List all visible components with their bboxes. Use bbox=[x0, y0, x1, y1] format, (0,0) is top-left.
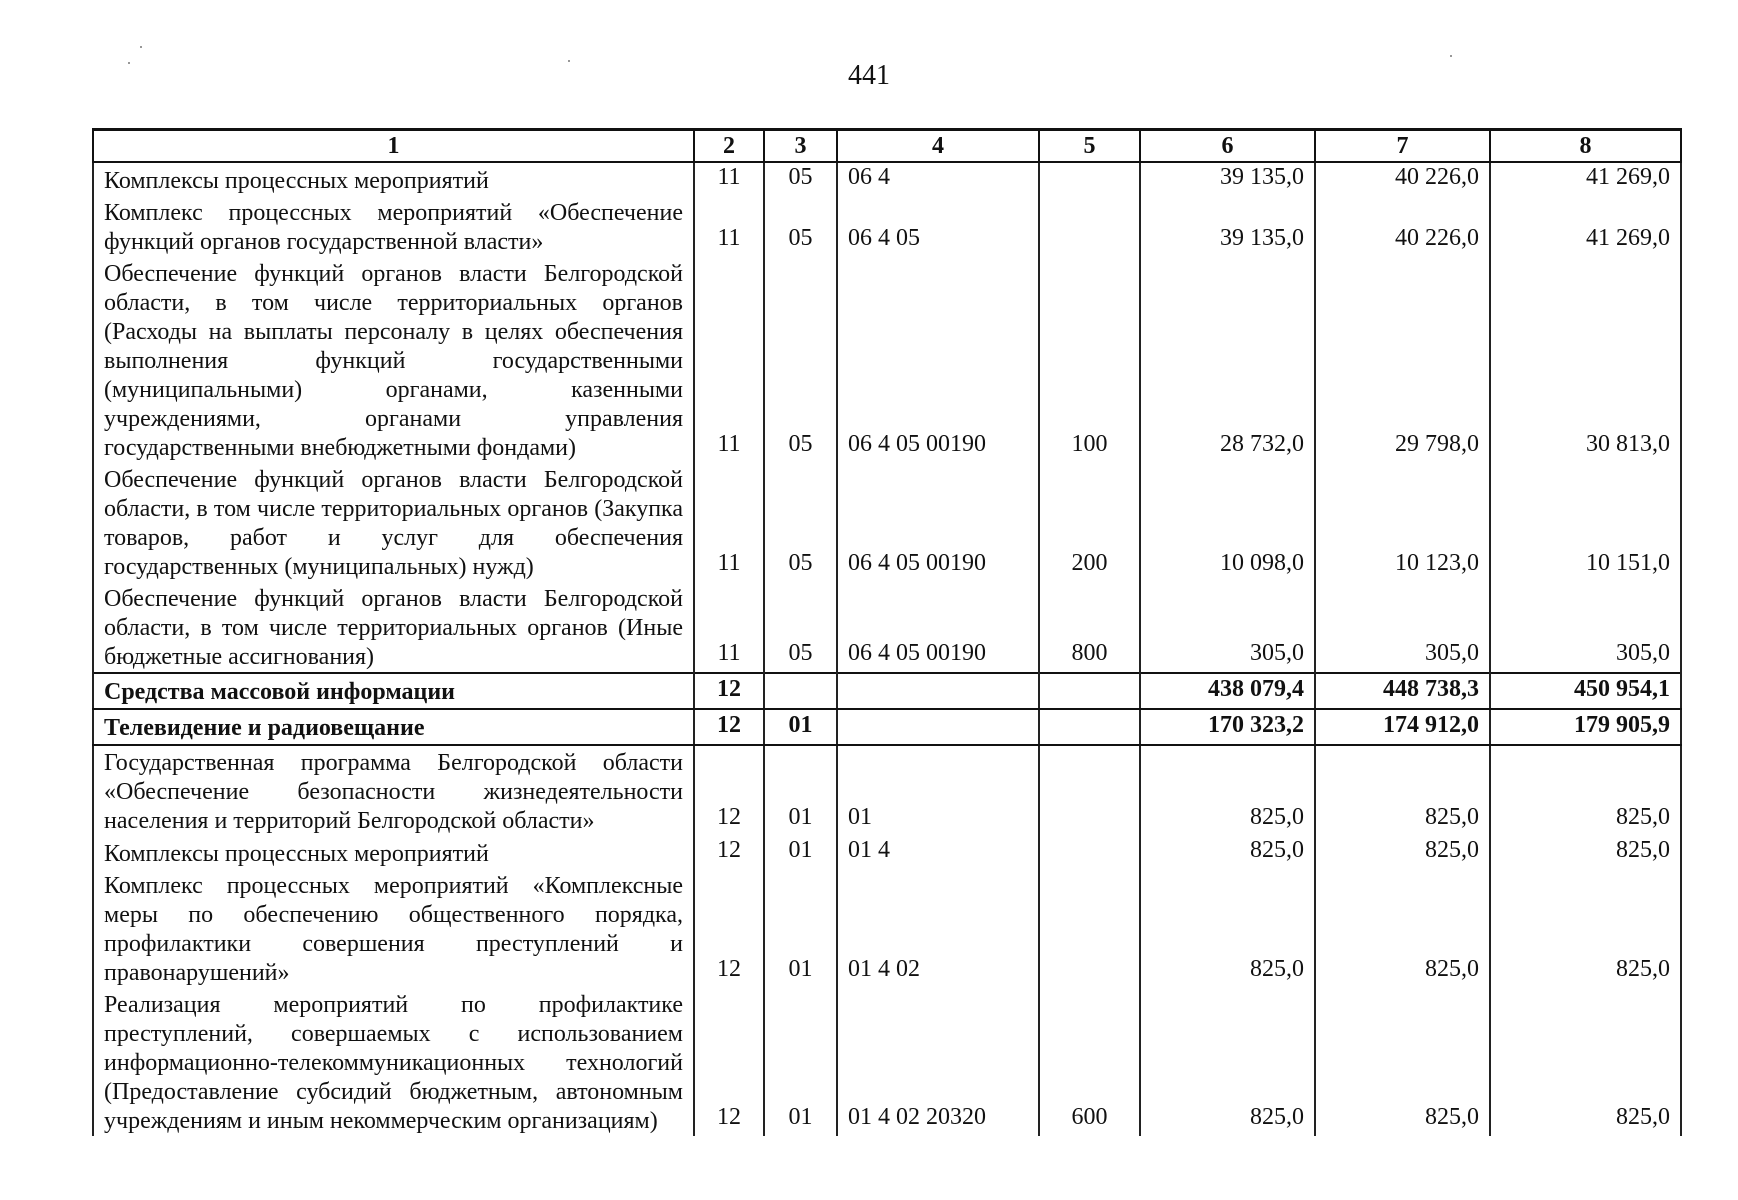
amount-col6: 305,0 bbox=[1140, 582, 1315, 673]
expense-type-code bbox=[1039, 196, 1140, 257]
item-name: Обеспечение функций органов власти Белгородской области, в том числе территориальных органов (Закупка товаров, работ и услуг для обеспечения государственных (муниципальных) нужд) bbox=[93, 463, 694, 582]
target-article-code: 01 4 02 bbox=[837, 869, 1039, 988]
item-name: Комплекс процессных мероприятий «Обеспечение функций органов государственной власти» bbox=[93, 196, 694, 257]
amount-col7: 448 738,3 bbox=[1315, 673, 1490, 709]
section-code: 12 bbox=[694, 869, 764, 988]
table-row-total bbox=[93, 709, 1681, 745]
amount-col6: 825,0 bbox=[1140, 836, 1315, 869]
expense-type-code bbox=[1039, 869, 1140, 988]
section-code: 12 bbox=[694, 988, 764, 1136]
table-header bbox=[93, 130, 1681, 163]
section-code: 12 bbox=[694, 836, 764, 869]
amount-col8: 825,0 bbox=[1490, 988, 1681, 1136]
target-article-code: 06 4 05 00190 bbox=[837, 463, 1039, 582]
subsection-code: 05 bbox=[764, 463, 837, 582]
subsection-code: 01 bbox=[764, 988, 837, 1136]
header-cell: 4 bbox=[837, 130, 1039, 163]
amount-col7: 29 798,0 bbox=[1315, 257, 1490, 463]
expense-type-code bbox=[1039, 836, 1140, 869]
target-article-code bbox=[837, 673, 1039, 709]
item-name: Комплексы процессных мероприятий bbox=[93, 836, 694, 869]
target-article-code: 06 4 05 bbox=[837, 196, 1039, 257]
amount-col6: 28 732,0 bbox=[1140, 257, 1315, 463]
page-number: 441 bbox=[848, 60, 890, 91]
amount-col8: 825,0 bbox=[1490, 836, 1681, 869]
expense-type-code: 600 bbox=[1039, 988, 1140, 1136]
subsection-code: 05 bbox=[764, 162, 837, 196]
amount-col7: 305,0 bbox=[1315, 582, 1490, 673]
target-article-code: 06 4 05 00190 bbox=[837, 257, 1039, 463]
subsection-code: 01 bbox=[764, 745, 837, 836]
amount-col8: 30 813,0 bbox=[1490, 257, 1681, 463]
expense-type-code bbox=[1039, 745, 1140, 836]
item-name: Реализация мероприятий по профилактике преступлений, совершаемых с использованием информационно-телекоммуникационных технологий (Предоставление субсидий бюджетным, автономным учреждениям и иным некоммерческим организациям) bbox=[93, 988, 694, 1136]
amount-col7: 825,0 bbox=[1315, 988, 1490, 1136]
subsection-code: 05 bbox=[764, 196, 837, 257]
section-code: 12 bbox=[694, 673, 764, 709]
amount-col8: 825,0 bbox=[1490, 869, 1681, 988]
amount-col7: 825,0 bbox=[1315, 836, 1490, 869]
header-cell: 6 bbox=[1140, 130, 1315, 163]
item-name: Государственная программа Белгородской области «Обеспечение безопасности жизнедеятельности населения и территорий Белгородской области» bbox=[93, 745, 694, 836]
expense-type-code bbox=[1039, 673, 1140, 709]
item-name: Средства массовой информации bbox=[93, 673, 694, 709]
amount-col6: 825,0 bbox=[1140, 988, 1315, 1136]
section-code: 11 bbox=[694, 463, 764, 582]
amount-col7: 174 912,0 bbox=[1315, 709, 1490, 745]
section-code: 12 bbox=[694, 709, 764, 745]
expense-type-code bbox=[1039, 709, 1140, 745]
amount-col6: 438 079,4 bbox=[1140, 673, 1315, 709]
header-cell: 3 bbox=[764, 130, 837, 163]
table-row bbox=[93, 988, 1681, 1136]
expense-type-code: 200 bbox=[1039, 463, 1140, 582]
subsection-code: 05 bbox=[764, 257, 837, 463]
amount-col6: 170 323,2 bbox=[1140, 709, 1315, 745]
target-article-code: 06 4 05 00190 bbox=[837, 582, 1039, 673]
header-cell: 1 bbox=[93, 130, 694, 163]
table-row bbox=[93, 257, 1681, 463]
item-name: Комплекс процессных мероприятий «Комплексные меры по обеспечению общественного порядка, профилактики совершения преступлений и правонарушений» bbox=[93, 869, 694, 988]
item-name: Обеспечение функций органов власти Белгородской области, в том числе территориальных органов (Расходы на выплаты персоналу в целях обеспечения выполнения функций государственными (муниципальными) органами, казенными учреждениями, органами управления государственными внебюджетными фондами) bbox=[93, 257, 694, 463]
amount-col7: 10 123,0 bbox=[1315, 463, 1490, 582]
scan-speck bbox=[128, 62, 130, 64]
subsection-code: 01 bbox=[764, 869, 837, 988]
item-name: Комплексы процессных мероприятий bbox=[93, 162, 694, 196]
table-row bbox=[93, 869, 1681, 988]
table-row bbox=[93, 745, 1681, 836]
table-row bbox=[93, 836, 1681, 869]
amount-col7: 40 226,0 bbox=[1315, 162, 1490, 196]
expense-type-code bbox=[1039, 162, 1140, 196]
expense-type-code: 100 bbox=[1039, 257, 1140, 463]
amount-col8: 41 269,0 bbox=[1490, 196, 1681, 257]
section-code: 11 bbox=[694, 582, 764, 673]
amount-col8: 41 269,0 bbox=[1490, 162, 1681, 196]
section-code: 11 bbox=[694, 257, 764, 463]
subsection-code bbox=[764, 673, 837, 709]
table-row bbox=[93, 196, 1681, 257]
amount-col6: 39 135,0 bbox=[1140, 196, 1315, 257]
expense-type-code: 800 bbox=[1039, 582, 1140, 673]
table-row bbox=[93, 582, 1681, 673]
subsection-code: 01 bbox=[764, 709, 837, 745]
amount-col8: 450 954,1 bbox=[1490, 673, 1681, 709]
header-cell: 7 bbox=[1315, 130, 1490, 163]
item-name: Обеспечение функций органов власти Белгородской области, в том числе территориальных органов (Иные бюджетные ассигнования) bbox=[93, 582, 694, 673]
header-cell: 8 bbox=[1490, 130, 1681, 163]
budget-table bbox=[92, 128, 1682, 1136]
scan-speck bbox=[1450, 55, 1452, 57]
table-row-total bbox=[93, 673, 1681, 709]
subsection-code: 01 bbox=[764, 836, 837, 869]
item-name: Телевидение и радиовещание bbox=[93, 709, 694, 745]
amount-col6: 10 098,0 bbox=[1140, 463, 1315, 582]
amount-col8: 10 151,0 bbox=[1490, 463, 1681, 582]
target-article-code: 01 bbox=[837, 745, 1039, 836]
scan-speck bbox=[568, 60, 570, 62]
amount-col8: 305,0 bbox=[1490, 582, 1681, 673]
amount-col6: 39 135,0 bbox=[1140, 162, 1315, 196]
amount-col8: 179 905,9 bbox=[1490, 709, 1681, 745]
amount-col7: 825,0 bbox=[1315, 869, 1490, 988]
table-row bbox=[93, 463, 1681, 582]
amount-col7: 825,0 bbox=[1315, 745, 1490, 836]
table-row bbox=[93, 162, 1681, 196]
section-code: 12 bbox=[694, 745, 764, 836]
section-code: 11 bbox=[694, 196, 764, 257]
header-cell: 5 bbox=[1039, 130, 1140, 163]
amount-col7: 40 226,0 bbox=[1315, 196, 1490, 257]
target-article-code: 06 4 bbox=[837, 162, 1039, 196]
target-article-code bbox=[837, 709, 1039, 745]
table-body bbox=[93, 162, 1681, 1136]
subsection-code: 05 bbox=[764, 582, 837, 673]
section-code: 11 bbox=[694, 162, 764, 196]
target-article-code: 01 4 bbox=[837, 836, 1039, 869]
target-article-code: 01 4 02 20320 bbox=[837, 988, 1039, 1136]
scan-speck bbox=[140, 46, 142, 48]
amount-col6: 825,0 bbox=[1140, 869, 1315, 988]
amount-col6: 825,0 bbox=[1140, 745, 1315, 836]
header-cell: 2 bbox=[694, 130, 764, 163]
amount-col8: 825,0 bbox=[1490, 745, 1681, 836]
